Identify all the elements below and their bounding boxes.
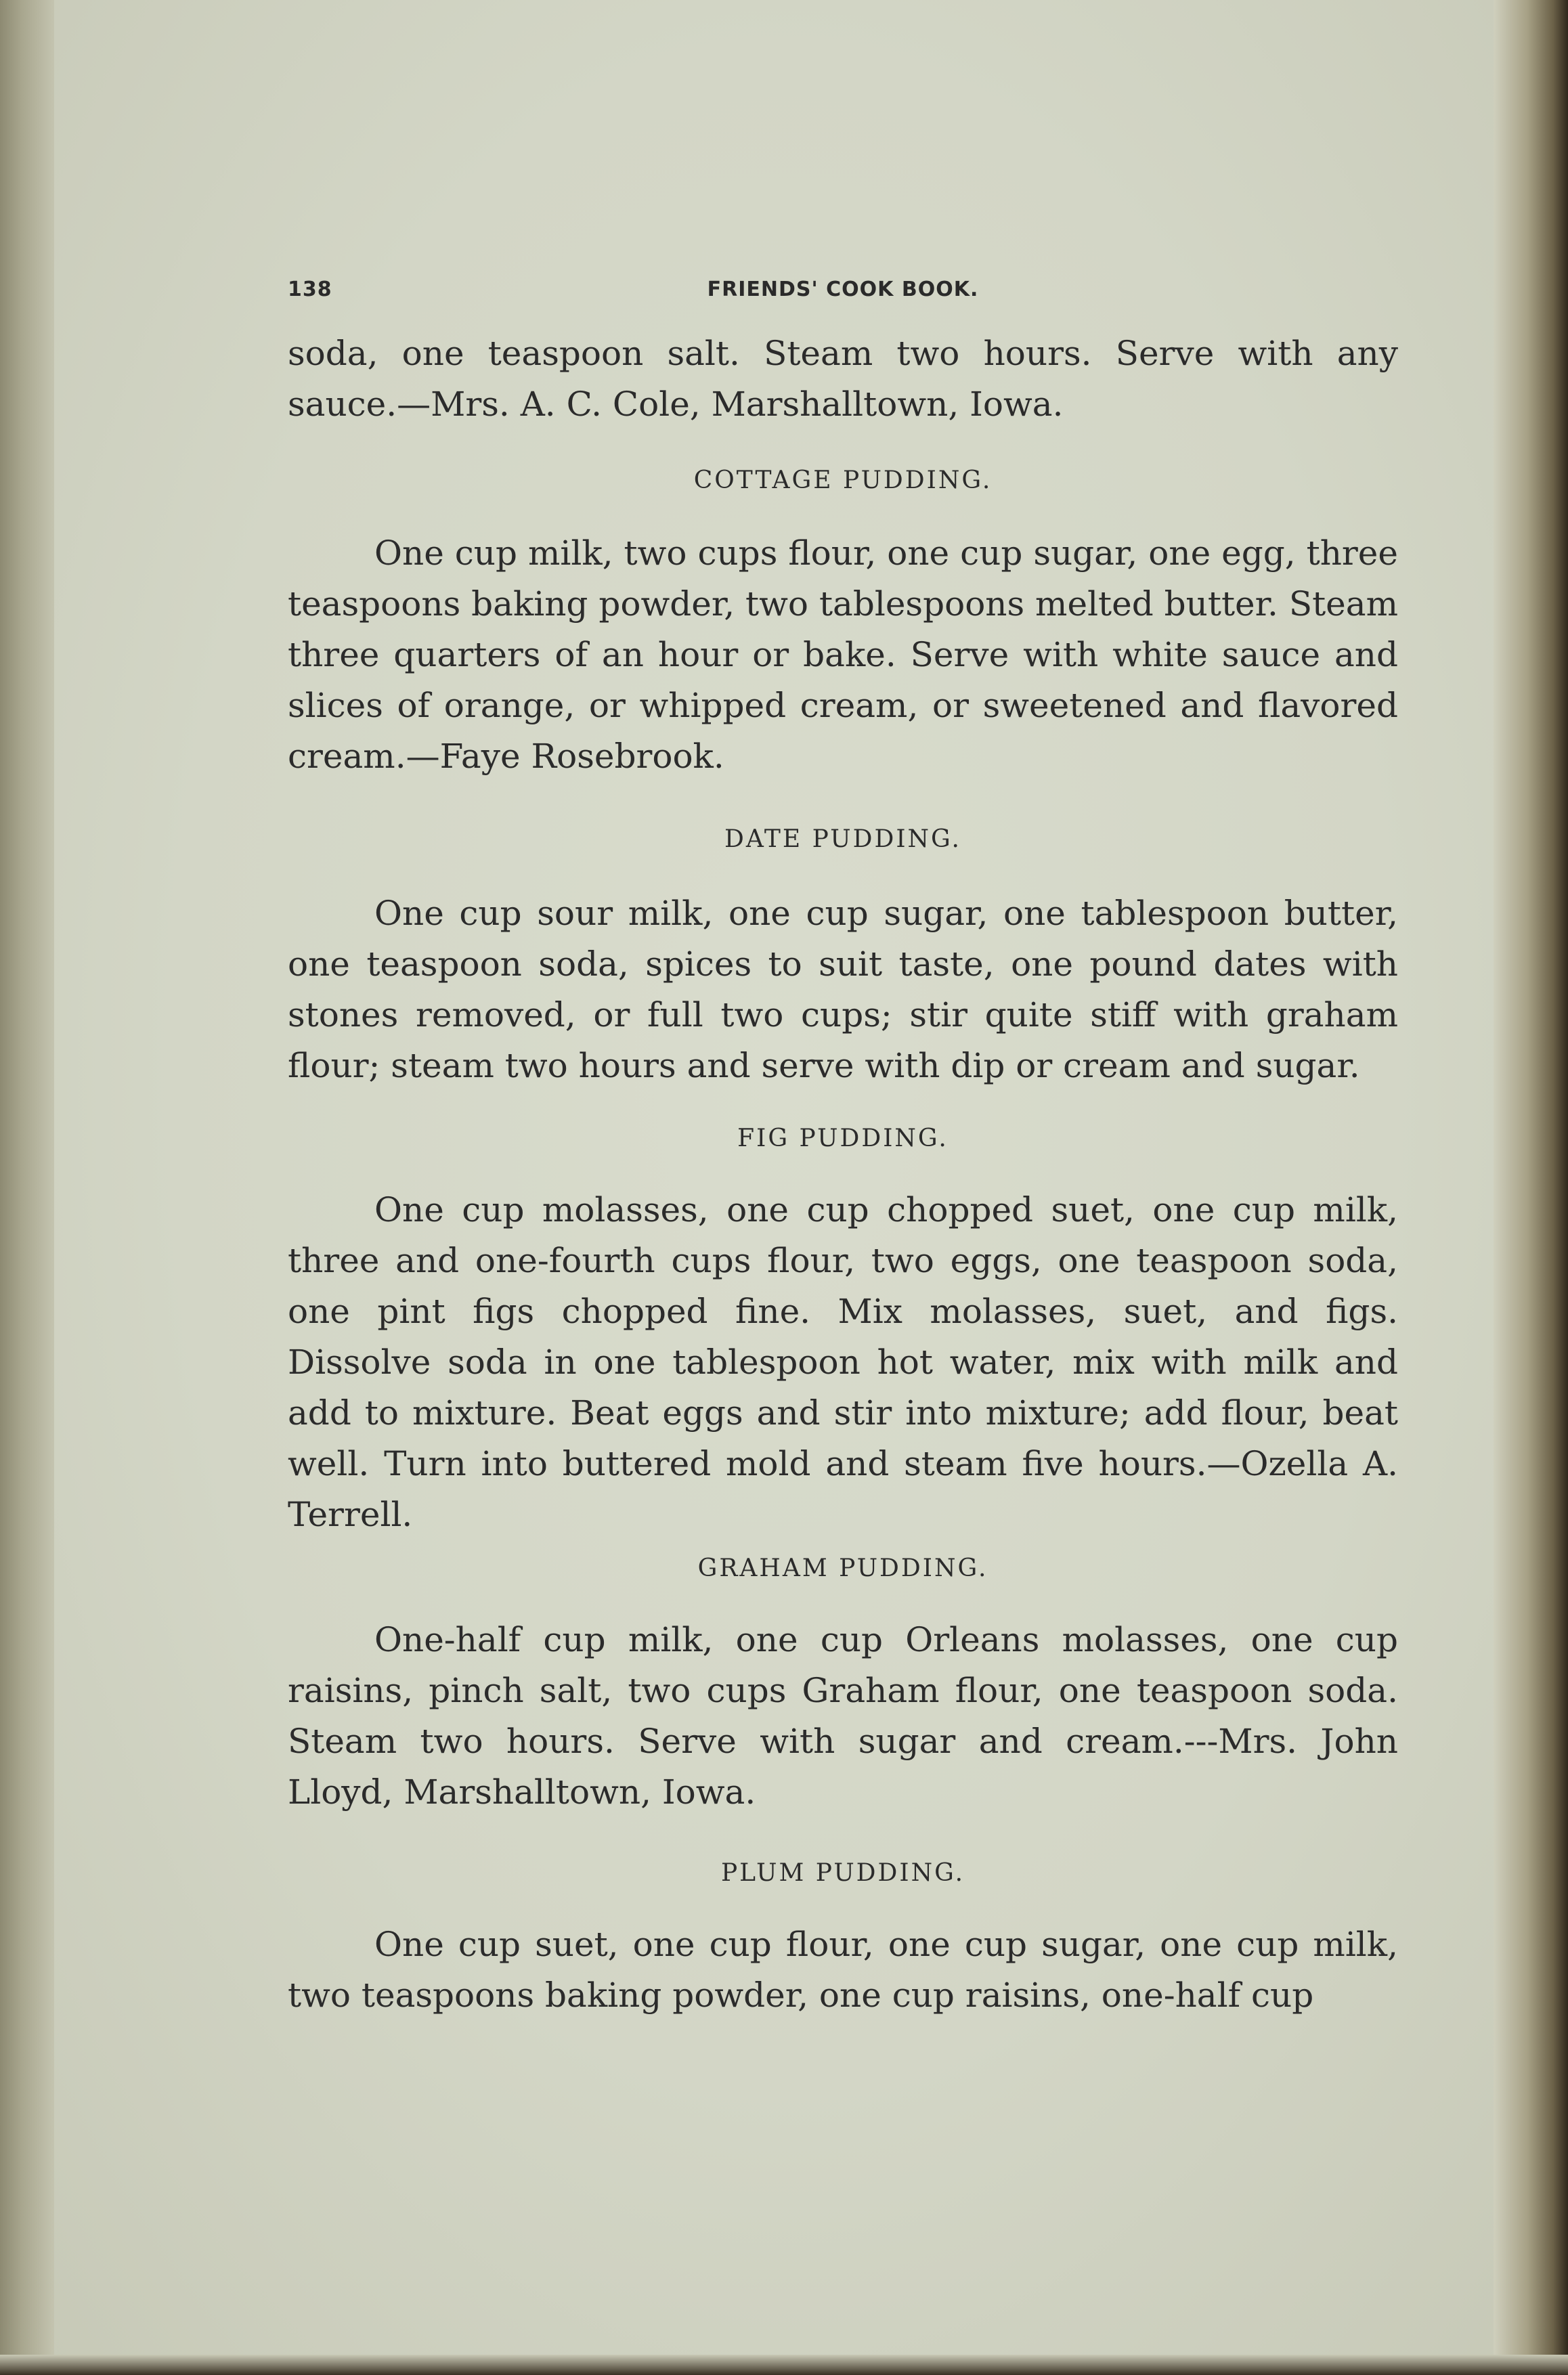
book-title: FRIENDS' COOK BOOK. [707, 278, 979, 301]
recipe-body-date-pudding: One cup sour milk, one cup sugar, one tablespoon butter, one teaspoon soda, spices to suit taste, one pound dates with stones removed, or full two cups; stir quite stiff with graham flour; steam two hours and serve with dip or cream and sugar. [288, 894, 1398, 1085]
recipe-body-fig-pudding: One cup molasses, one cup chopped suet, one cup milk, three and one-fourth cups flour, two eggs, one teaspoon soda, one pint figs chopped fine. Mix molasses, suet, and figs. Dissolve soda in one tablespoon hot water, mix with milk and add to mixture. Beat eggs and stir into mixture; add flour, beat well. Turn into buttered mold and steam five hours.—Ozella A. Terrell. [288, 1190, 1398, 1534]
book-edge-bottom [0, 2355, 1568, 2375]
recipe-title-date-pudding: DATE PUDDING. [724, 825, 961, 853]
recipe-title-fig-pudding: FIG PUDDING. [737, 1125, 949, 1152]
recipe-body-graham-pudding: One-half cup milk, one cup Orleans molasses, one cup raisins, pinch salt, two cups Graham flour, one teaspoon soda. Steam two hours. Serve with sugar and cream.---Mrs. John Lloyd, Marshalltown, Iowa. [288, 1620, 1398, 1812]
running-head [288, 271, 1398, 318]
recipe-title-graham-pudding: GRAHAM PUDDING. [697, 1554, 988, 1582]
page-number: 138 [288, 278, 332, 301]
recipe-title-plum-pudding: PLUM PUDDING. [720, 1859, 965, 1887]
recipe-title-cottage-pudding: COTTAGE PUDDING. [693, 466, 993, 494]
text-block [288, 271, 1398, 2021]
book-edge-right [1494, 0, 1568, 2375]
continuation-text: soda, one teaspoon salt. Steam two hours. Serve with any sauce.—Mrs. A. C. Cole, Marshalltown, Iowa. [288, 334, 1398, 424]
page-gutter-left [0, 0, 54, 2375]
recipe-body-plum-pudding: One cup suet, one cup flour, one cup sugar, one cup milk, two teaspoons baking powder, one cup raisins, one-half cup [288, 1925, 1398, 2015]
recipe-body-cottage-pudding: One cup milk, two cups flour, one cup sugar, one egg, three teaspoons baking powder, two tablespoons melted butter. Steam three quarters of an hour or bake. Serve with white sauce and slices of orange, or whipped cream, or sweetened and flavored cream.—Faye Rosebrook. [288, 533, 1398, 776]
